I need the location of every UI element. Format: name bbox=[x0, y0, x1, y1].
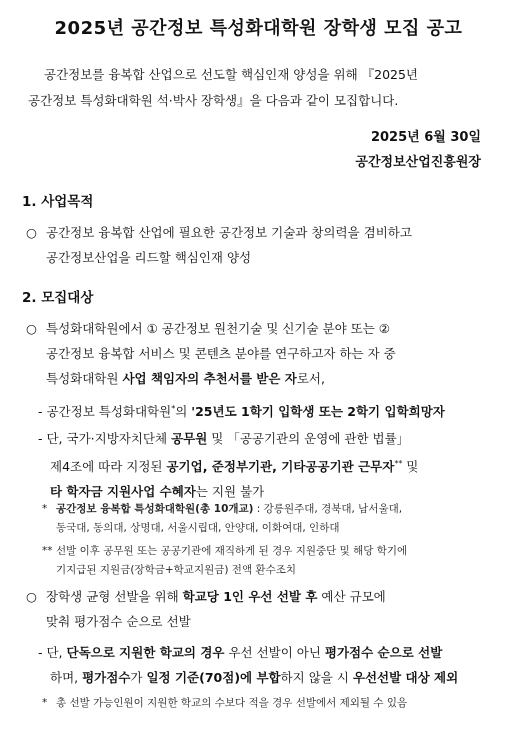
emphasis-text: 우선선발 대상 제외 bbox=[352, 670, 459, 685]
footnote-mark: ** bbox=[394, 459, 403, 468]
footnote-2 bbox=[42, 542, 502, 580]
dash-2-line-2 bbox=[38, 451, 498, 479]
dash-item-2 bbox=[38, 426, 498, 504]
s2-p1-line-1: 특성화대학원에서 ① 공간정보 원천기술 및 신기술 분야 또는 ② bbox=[46, 321, 391, 336]
text: 의 bbox=[175, 404, 192, 420]
s2-p1-line-3 bbox=[46, 366, 496, 391]
emphasis-text: 공기업, 준정부기관, 기타공공기관 근무자 bbox=[166, 459, 395, 475]
intro-line-2: 공간정보 특성화대학원 석·박사 장학생』을 다음과 같이 모집합니다. bbox=[28, 93, 399, 108]
issuing-organization: 공간정보산업진흥원장 bbox=[355, 155, 481, 170]
s2-p2-line-2: 맞춰 평가점수 순으로 선발 bbox=[46, 614, 191, 629]
footnote-mark: ** bbox=[42, 545, 53, 557]
circle-bullet-icon: ○ bbox=[26, 225, 37, 240]
circle-bullet-icon: ○ bbox=[26, 589, 37, 604]
section-1-heading: 1. 사업목적 bbox=[22, 194, 94, 210]
text: 우선 선발이 아닌 bbox=[224, 645, 325, 660]
text: 장학생 균형 선발을 위해 bbox=[46, 589, 183, 604]
dash-2-line-1 bbox=[38, 426, 498, 451]
text: 특성화대학원 bbox=[46, 371, 123, 386]
dash-item-3 bbox=[38, 640, 503, 690]
text: 하지 않을 시 bbox=[280, 670, 353, 685]
text: 하며, bbox=[50, 670, 83, 685]
page-title: 2025년 공간정보 특성화대학원 장학생 모집 공고 bbox=[54, 18, 463, 39]
circle-bullet-icon: ○ bbox=[26, 321, 37, 336]
text: 제4조에 따라 지정된 bbox=[50, 459, 167, 475]
text: 로서, bbox=[296, 371, 325, 386]
emphasis-text: 사업 책임자의 추천서를 받은 자 bbox=[122, 371, 297, 386]
footnote-3 bbox=[42, 694, 504, 713]
footnote-2-line-2: 기지급된 지원금(장학금+학교지원금) 전액 환수조치 bbox=[56, 564, 297, 576]
footnote-1-line-1 bbox=[42, 500, 502, 519]
section-2-heading: 2. 모집대상 bbox=[22, 290, 94, 306]
section-1-line-1: 공간정보 융복합 산업에 필요한 공간정보 기술과 창의력을 겸비하고 bbox=[46, 225, 412, 240]
footnote-1 bbox=[42, 500, 502, 538]
text: 는 지원 불가 bbox=[195, 484, 265, 500]
text: - 단, 국가·지방자치단체 bbox=[38, 431, 172, 446]
footnote-2-line-1 bbox=[42, 542, 502, 561]
section-2-item-1 bbox=[26, 316, 496, 391]
dash-3-line-2 bbox=[38, 665, 503, 690]
section-2-item-2 bbox=[26, 584, 496, 634]
text: 예산 규모에 bbox=[317, 589, 386, 604]
text: 선발 이후 공무원 또는 공공기관에 재직하게 된 경우 지원중단 및 해당 학기에 bbox=[56, 545, 408, 557]
emphasis-text: 학교당 1인 우선 선발 후 bbox=[182, 589, 318, 604]
section-1-item bbox=[26, 220, 496, 270]
intro-line-1: 공간정보를 융복합 산업으로 선도할 핵심인재 양성을 위해 『2025년 bbox=[44, 67, 419, 82]
emphasis-text: 단독으로 지원한 학교의 경우 bbox=[66, 645, 225, 660]
footnote-1-line-2: 동국대, 동의대, 상명대, 서울시립대, 안양대, 이화여대, 인하대 bbox=[56, 522, 340, 534]
text: 및 bbox=[402, 459, 419, 475]
emphasis-text: 공무원 bbox=[171, 431, 208, 446]
text: 가 bbox=[130, 670, 147, 685]
dash-item-1 bbox=[38, 396, 445, 424]
emphasis-text: 타 학자금 지원사업 수혜자 bbox=[50, 484, 196, 500]
announcement-date: 2025년 6월 30일 bbox=[370, 130, 481, 145]
emphasis-text: 평가점수 bbox=[82, 670, 131, 685]
section-1-line-2: 공간정보산업을 리드할 핵심인재 양성 bbox=[46, 250, 252, 265]
intro-paragraph bbox=[28, 62, 494, 114]
emphasis-text: 일정 기준(70점)에 부합 bbox=[146, 670, 281, 685]
footnote-mark: * bbox=[171, 404, 176, 413]
text: - 공간정보 특성화대학원 bbox=[38, 404, 172, 420]
dash-3-line-1 bbox=[38, 640, 503, 665]
emphasis-text: 공간정보 융복합 특성화대학원(총 10개교) bbox=[56, 503, 254, 515]
s2-p1-line-2: 공간정보 융복합 서비스 및 콘텐츠 분야를 연구하고자 하는 자 중 bbox=[46, 346, 396, 361]
text: : 강릉원주대, 경북대, 남서울대, bbox=[253, 503, 403, 515]
footnote-mark: * bbox=[42, 503, 48, 515]
s2-p2-line-1 bbox=[46, 584, 496, 609]
text: 및 「공공기관의 운영에 관한 법률」 bbox=[207, 431, 410, 446]
emphasis-text: 평가점수 순으로 선발 bbox=[324, 645, 443, 660]
emphasis-text: '25년도 1학기 입학생 또는 2학기 입학희망자 bbox=[191, 404, 445, 420]
text: 총 선발 가능인원이 지원한 학교의 수보다 적을 경우 선발에서 제외될 수 있음 bbox=[56, 697, 408, 709]
text: - 단, bbox=[38, 645, 67, 660]
footnote-mark: * bbox=[42, 697, 48, 709]
